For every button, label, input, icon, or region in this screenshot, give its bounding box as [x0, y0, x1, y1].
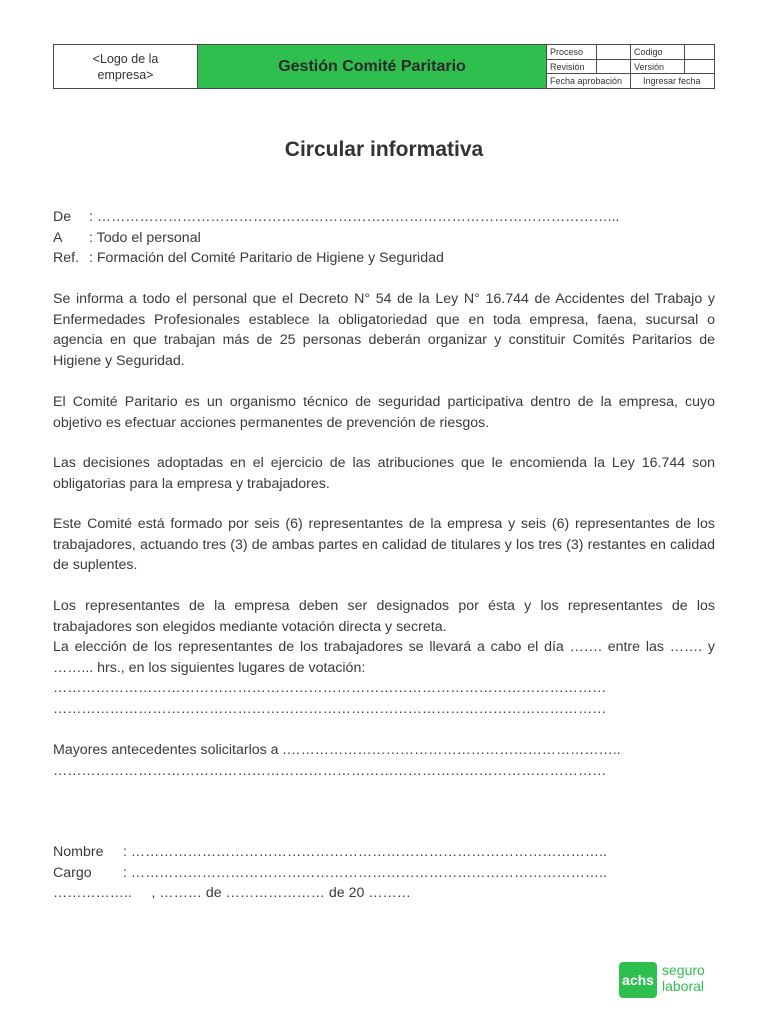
paragraph-eleccion: La elección de los representantes de los trabajadores se llevará a cabo el día ……. entre las ……. y ……... hrs., en los siguientes lugares de votación: — [53, 639, 715, 676]
document-title: Circular informativa — [284, 138, 484, 161]
dotted-line-3: ……………………………………………………………………………………………………… — [53, 763, 607, 779]
header-title: Gestión Comité Paritario — [198, 45, 547, 88]
de-value: : ………………………………………………………………………………………………... — [89, 209, 620, 225]
ingresar-fecha-value: Ingresar fecha — [643, 76, 701, 86]
meta-de — [53, 207, 715, 228]
logo-placeholder — [54, 45, 198, 88]
logo-placeholder-text: <Logo de la empresa> — [92, 51, 159, 82]
achs-logo: achs — [619, 962, 657, 998]
proceso-value — [597, 45, 631, 60]
paragraph-organismo: El Comité Paritario es un organismo técnico de seguridad participativa dentro de la empresa, cuyo objetivo es efectuar acciones permanentes de prevención de riesgos. — [53, 394, 715, 431]
signature-block — [53, 842, 715, 904]
meta-a — [53, 228, 715, 249]
ref-value: : Formación del Comité Paritario de Higiene y Seguridad — [89, 250, 444, 266]
codigo-label: Codigo — [631, 45, 685, 60]
brand-line-1: seguro — [662, 962, 705, 978]
proceso-label: Proceso — [547, 45, 597, 60]
paragraph-decreto: Se informa a todo el personal que el Decreto N° 54 de la Ley N° 16.744 de Accidentes del Trabajo y Enfermedades Profesionales establece la obligatoriedad que en toda empresa, faena, sucursal o agencia en que trabajan más de 25 personas deberán organizar y constituir Comités Paritarios de Higiene y Seguridad. — [53, 291, 715, 369]
antecedentes-line: Mayores antecedentes solicitarlos a .…………………………………………………………….. — [53, 742, 621, 758]
paragraph-representantes: Los representantes de la empresa deben ser designados por ésta y los representantes de los trabajadores son elegidos mediante votación directa y secreta. — [53, 598, 715, 635]
meta-ref — [53, 248, 715, 269]
revision-value — [597, 60, 631, 75]
a-label: A — [53, 229, 63, 246]
dotted-line-2: ……………………………………………………………………………………………………… — [53, 701, 607, 717]
fecha-aprobacion-label: Fecha aprobación — [547, 74, 631, 89]
nombre-label: Nombre — [53, 844, 104, 860]
meta-block — [53, 207, 715, 269]
document-header — [53, 44, 715, 89]
codigo-value — [685, 45, 715, 60]
brand-line-2: laboral — [662, 978, 705, 994]
ref-label: Ref. — [53, 250, 80, 266]
date-line: …………….. , ……… de ………………… de 20 ……… — [53, 885, 411, 901]
dotted-line-1: ……………………………………………………………………………………………………… — [53, 680, 607, 696]
de-label: De — [53, 209, 72, 225]
brand-wordmark — [662, 962, 705, 994]
signature-date — [53, 883, 715, 904]
version-value — [685, 60, 715, 75]
cargo-value: : ……………………………………………………………………………………….. — [123, 864, 607, 881]
a-value: : Todo el personal — [89, 229, 201, 246]
paragraph-decisiones: Las decisiones adoptadas en el ejercicio de las atribuciones que le encomienda la Ley 16.744 son obligatorias para la empresa y trabajadores. — [53, 455, 715, 492]
revision-label: Revisión — [547, 60, 597, 75]
paragraph-composicion: Este Comité está formado por seis (6) representantes de la empresa y seis (6) representantes de los trabajadores, actuando tres (3) de ambas partes en calidad de titulares y los tres (3) restantes en calidad de suplentes. — [53, 516, 715, 573]
signature-nombre — [53, 842, 715, 863]
nombre-value: : ……………………………………………………………………………………….. — [123, 844, 607, 860]
header-info-grid — [547, 45, 715, 88]
signature-cargo — [53, 863, 715, 884]
version-label: Versión — [631, 60, 685, 75]
cargo-label: Cargo — [53, 864, 92, 881]
